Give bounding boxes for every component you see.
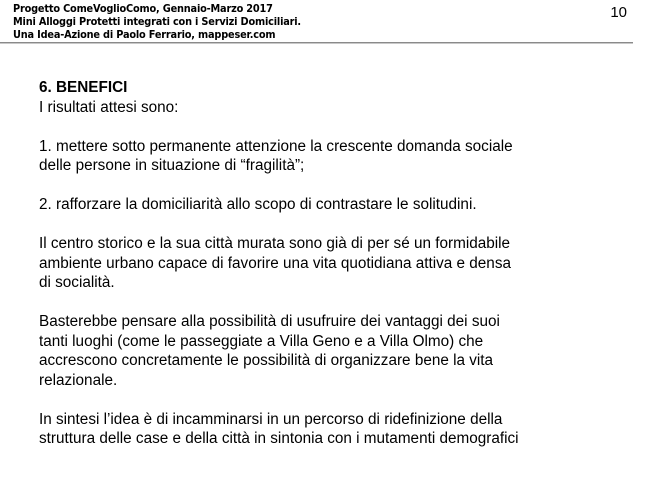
paragraph-centro-storico bbox=[39, 234, 619, 293]
text-line: Basterebbe pensare alla possibilità di usufruire dei vantaggi dei suoi bbox=[39, 313, 500, 330]
header-line-project: Progetto ComeVoglioComo, Gennaio-Marzo 2017 bbox=[13, 3, 273, 15]
spacer bbox=[39, 215, 619, 235]
text-line: struttura delle case e della città in sintonia con i mutamenti demografici bbox=[39, 430, 519, 447]
slide-content bbox=[39, 78, 619, 449]
header-line-subtitle: Mini Alloggi Protetti integrati con i Servizi Domiciliari. bbox=[13, 16, 301, 28]
paragraph-benefit-1 bbox=[39, 137, 619, 176]
page-number: 10 bbox=[610, 4, 627, 21]
text-line: relazionale. bbox=[39, 371, 118, 389]
text-line: 2. rafforzare la domiciliarità allo scopo di contrastare le solitudini. bbox=[39, 196, 477, 213]
text-line: In sintesi l’idea è di incamminarsi in un percorso di ridefinizione della bbox=[39, 410, 503, 428]
paragraph-sintesi bbox=[39, 410, 619, 449]
paragraph-luoghi bbox=[39, 312, 619, 390]
text-line: ambiente urbano capace di favorire una vita quotidiana attiva e densa bbox=[39, 254, 511, 272]
section-title: 6. BENEFICI bbox=[39, 79, 128, 96]
paragraph-benefit-2 bbox=[39, 195, 619, 215]
spacer bbox=[39, 176, 619, 196]
intro-text: I risultati attesi sono: bbox=[39, 98, 179, 116]
text-line: 1. mettere sotto permanente attenzione la crescente domanda sociale bbox=[39, 137, 513, 155]
header-line-author: Una Idea-Azione di Paolo Ferrario, mappeser.com bbox=[13, 29, 276, 41]
text-line: accrescono concretamente le possibilità di organizzare bene la vita bbox=[39, 352, 494, 369]
text-line: delle persone in situazione di “fragilità”; bbox=[39, 157, 305, 174]
slide-header bbox=[13, 3, 301, 42]
spacer bbox=[39, 117, 619, 137]
header-divider bbox=[0, 42, 633, 44]
text-line: Il centro storico e la sua città murata sono già di per sé un formidabile bbox=[39, 235, 511, 252]
spacer bbox=[39, 390, 619, 410]
text-line: di socialità. bbox=[39, 274, 115, 291]
spacer bbox=[39, 293, 619, 313]
text-line: tanti luoghi (come le passeggiate a Villa Geno e a Villa Olmo) che bbox=[39, 332, 484, 350]
